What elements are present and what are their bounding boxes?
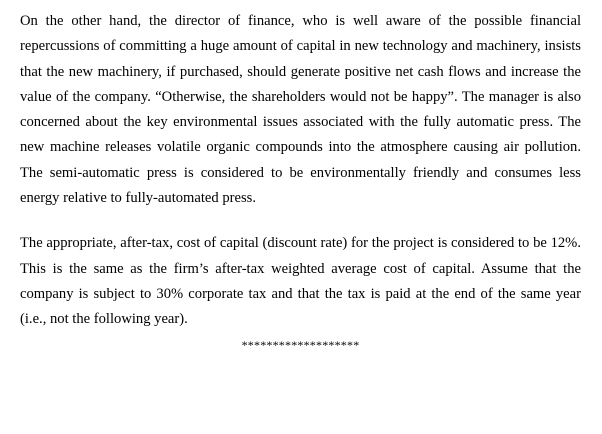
paragraph-cost-of-capital <box>20 231 581 332</box>
text-line: repercussions of committing a huge amount of capital in new technology and machinery, insists <box>20 38 581 55</box>
text-line: new machine releases volatile organic compounds into the atmosphere causing air pollution. <box>20 139 581 156</box>
document-page <box>20 9 581 353</box>
paragraph-finance-director <box>20 9 581 211</box>
text-line: energy relative to fully-automated press. <box>20 190 256 207</box>
section-separator: ******************* <box>241 337 360 352</box>
text-line: The semi-automatic press is considered to be environmentally friendly and consumes less <box>20 164 581 181</box>
text-line: that the new machinery, if purchased, should generate positive net cash flows and increase the <box>20 63 581 80</box>
text-line: The appropriate, after-tax, cost of capital (discount rate) for the project is considered to be 12%. <box>20 235 581 252</box>
text-line: concerned about the key environmental issues associated with the fully automatic press. The <box>20 114 581 131</box>
text-line: On the other hand, the director of finance, who is well aware of the possible financial <box>20 13 581 29</box>
paragraph-gap <box>20 211 581 231</box>
text-line: company is subject to 30% corporate tax and that the tax is paid at the end of the same year <box>20 285 581 302</box>
text-line: This is the same as the firm’s after-tax weighted average cost of capital. Assume that the <box>20 260 581 277</box>
text-line: (i.e., not the following year). <box>20 311 188 328</box>
text-line: value of the company. “Otherwise, the shareholders would not be happy”. The manager is also <box>20 88 581 105</box>
